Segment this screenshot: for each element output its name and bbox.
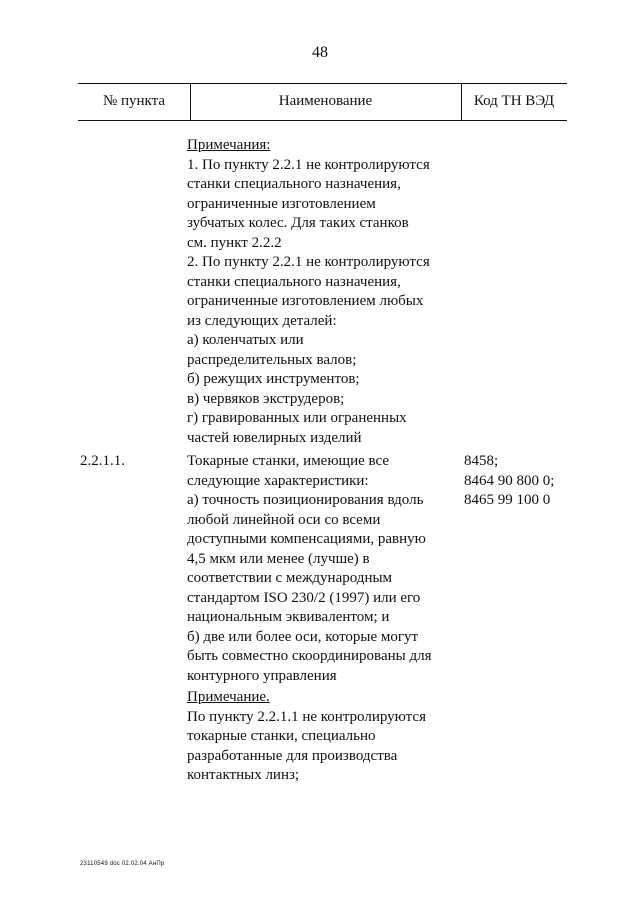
- note-line: ограниченные изготовлением любых: [187, 293, 424, 309]
- note-line: распределительных валов;: [187, 351, 357, 368]
- item-number: 2.2.1.1.: [80, 453, 125, 469]
- document-footer-code: 23110549 doc 02.02.04 АнПр: [80, 861, 165, 867]
- description-line: доступными компенсациями, равную: [187, 531, 426, 547]
- description-line: любой линейной оси со всеми: [187, 511, 381, 528]
- note-line: в) червяков экструдеров;: [187, 390, 345, 407]
- note-line: 1. По пункту 2.2.1 не контролируются: [187, 156, 430, 173]
- description-line: национальным эквивалентом; и: [187, 609, 390, 625]
- note-line: токарные станки, специально: [187, 728, 376, 744]
- description-line: 4,5 мкм или менее (лучше) в: [187, 550, 370, 567]
- description-line: Токарные станки, имеющие все: [187, 453, 390, 469]
- page-number: 48: [312, 44, 328, 61]
- description-line: следующие характеристики:: [187, 472, 369, 489]
- note-line: зубчатых колес. Для таких станков: [187, 215, 409, 231]
- tn-ved-code: 8458;: [464, 453, 499, 469]
- note-line: б) режущих инструментов;: [187, 371, 360, 387]
- tn-ved-code: 8464 90 800 0;: [464, 472, 555, 489]
- note-line: из следующих деталей:: [187, 312, 337, 329]
- note-line: г) гравированных или ограненных: [187, 410, 407, 426]
- note-line: станки специального назначения,: [187, 273, 401, 290]
- description-line: стандартом ISO 230/2 (1997) или его: [187, 589, 421, 606]
- header-item-number: № пункта: [102, 93, 166, 109]
- description-line: соответствии с международным: [187, 570, 393, 586]
- description-line: контурного управления: [187, 667, 337, 684]
- note-line: 2. По пункту 2.2.1 не контролируются: [187, 254, 430, 270]
- item-codes: [464, 452, 554, 511]
- note-line: По пункту 2.2.1.1 не контролируются: [187, 708, 426, 725]
- item-description: [187, 452, 431, 686]
- description-line: быть совместно скоординированы для: [187, 648, 432, 664]
- note-line: ограниченные изготовлением: [187, 195, 376, 212]
- tn-ved-code: 8465 99 100 0: [464, 492, 551, 508]
- description-line: б) две или более оси, которые могут: [187, 628, 419, 645]
- note-line: разработанные для производства: [187, 747, 398, 764]
- header-name: Наименование: [278, 93, 373, 109]
- note-title: Примечание.: [187, 689, 270, 705]
- note-line: а) коленчатых или: [187, 332, 304, 348]
- notes-block-2: [187, 688, 426, 786]
- note-line: контактных линз;: [187, 767, 300, 783]
- description-line: а) точность позиционирования вдоль: [187, 492, 424, 508]
- note-line: станки специального назначения,: [187, 176, 401, 192]
- note-line: см. пункт 2.2.2: [187, 234, 282, 251]
- notes-title: Примечания:: [187, 137, 271, 153]
- note-line: частей ювелирных изделий: [187, 429, 362, 446]
- header-code: Код ТН ВЭД: [473, 93, 555, 109]
- table-header-bottom-rule: [78, 120, 567, 121]
- notes-block-1: [187, 136, 430, 448]
